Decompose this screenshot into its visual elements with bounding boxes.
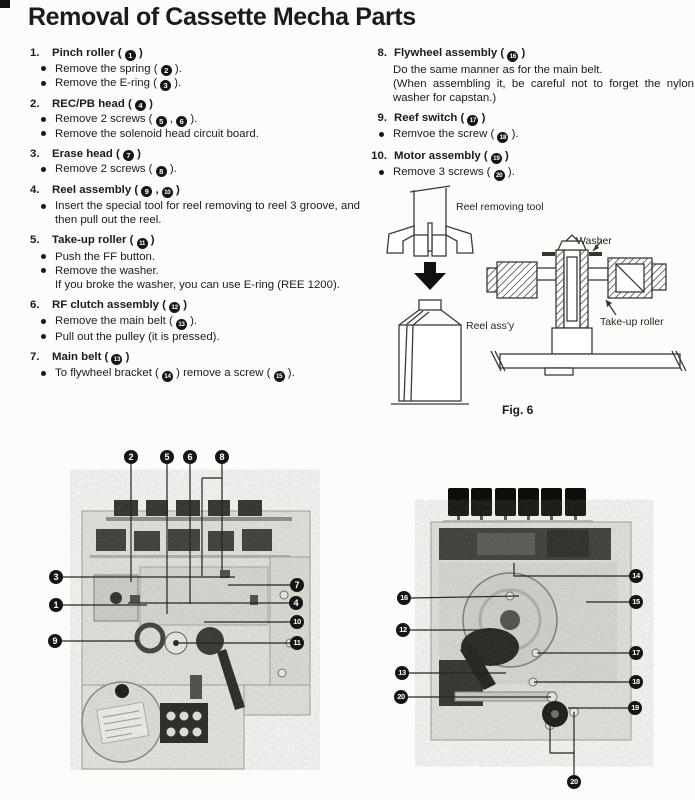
instruction-line: Push the FF button. xyxy=(30,250,360,264)
circled-ref-19: 19 xyxy=(491,153,502,164)
circled-ref-4: 4 xyxy=(135,100,146,111)
circled-ref-12: 12 xyxy=(169,302,180,313)
instruction-line: (When assembling it, be careful not to forget the nylon washer for capstan.) xyxy=(393,77,694,104)
bullet-icon xyxy=(41,268,46,273)
instruction-line: Remove the E-ring ( 3 ). xyxy=(30,76,360,91)
item-number: 9. xyxy=(377,111,387,124)
circled-ref-13: 13 xyxy=(176,319,187,330)
item-heading xyxy=(368,111,694,127)
bullet-icon xyxy=(41,334,46,339)
bullet-icon xyxy=(41,66,46,71)
circled-ref-7: 7 xyxy=(123,150,134,161)
fig6-label-take-up-roller: Take-up roller xyxy=(600,316,664,328)
fig6-caption: Fig. 6 xyxy=(502,403,534,417)
instruction-item xyxy=(368,46,694,105)
circled-ref-2: 2 xyxy=(161,65,172,76)
diagram-callout-2: 2 xyxy=(124,450,138,464)
instruction-line: Pull out the pulley (it is pressed). xyxy=(30,330,360,344)
fig6-label-washer: Washer xyxy=(576,235,612,247)
bullet-icon xyxy=(41,131,46,136)
page-title: Removal of Cassette Mecha Parts xyxy=(28,3,416,31)
instruction-line: Remove the washer. xyxy=(30,264,360,278)
instruction-line: Remove 2 screws ( 8 ). xyxy=(30,162,360,177)
item-number: 3. xyxy=(30,147,40,160)
diagram-callout-7: 7 xyxy=(290,578,304,592)
circled-ref-5: 5 xyxy=(156,116,167,127)
item-heading xyxy=(368,46,694,62)
item-title: Main belt ( 13 ) xyxy=(52,350,130,363)
fig6-label-reel-assy: Reel ass'y xyxy=(466,320,515,332)
instruction-item xyxy=(30,147,360,177)
circled-ref-13: 13 xyxy=(111,354,122,365)
bullet-icon xyxy=(41,319,46,324)
instruction-line: To flywheel bracket ( 14 ) remove a screw ( 15 ). xyxy=(30,366,360,382)
diagram-callout-20: 20 xyxy=(394,690,408,704)
diagram-callout-14: 14 xyxy=(629,569,643,583)
diagram-callout-20: 20 xyxy=(567,775,581,789)
item-number: 10. xyxy=(371,149,387,162)
diagram-callout-19: 19 xyxy=(628,701,642,715)
instruction-item xyxy=(30,97,360,141)
item-heading xyxy=(30,97,360,112)
diagram-callout-11: 11 xyxy=(290,636,304,650)
item-title: Reel assembly ( 9 , 10 ) xyxy=(52,183,180,196)
diagram-callout-13: 13 xyxy=(395,666,409,680)
instruction-line: Remove the spring ( 2 ). xyxy=(30,62,360,77)
circled-ref-10: 10 xyxy=(162,187,173,198)
item-heading xyxy=(30,233,360,249)
circled-ref-8: 8 xyxy=(156,166,167,177)
item-title: REC/PB head ( 4 ) xyxy=(52,97,153,110)
bullet-icon xyxy=(41,167,46,172)
item-number: 4. xyxy=(30,183,40,196)
instruction-line: Remove the main belt ( 13 ). xyxy=(30,314,360,330)
item-number: 1. xyxy=(30,47,40,59)
circled-ref-11: 11 xyxy=(137,238,148,249)
instruction-line: Remove the solenoid head circuit board. xyxy=(30,127,360,141)
bullet-icon xyxy=(41,204,46,209)
instruction-column-right xyxy=(368,46,694,187)
circled-ref-20: 20 xyxy=(494,170,505,181)
item-title: RF clutch assembly ( 12 ) xyxy=(52,298,188,311)
down-arrow-icon xyxy=(414,262,446,290)
diagram-callout-18: 18 xyxy=(629,675,643,689)
diagram-callout-12: 12 xyxy=(396,623,410,637)
instruction-line: Remvoe the screw ( 18 ). xyxy=(368,127,694,143)
instruction-line: Remove 3 screws ( 20 ). xyxy=(368,165,694,181)
instruction-item xyxy=(30,233,360,292)
diagram-callout-5: 5 xyxy=(160,450,174,464)
item-number: 6. xyxy=(30,298,40,311)
diagram-callout-16: 16 xyxy=(397,591,411,605)
bullet-icon xyxy=(41,117,46,122)
item-number: 2. xyxy=(30,97,40,110)
instruction-item xyxy=(30,46,360,91)
bullet-icon xyxy=(41,371,46,376)
cassette-keys xyxy=(448,488,586,516)
diagram-callout-3: 3 xyxy=(49,570,63,584)
item-heading xyxy=(30,46,360,61)
item-number: 8. xyxy=(377,47,387,59)
item-heading xyxy=(368,149,694,165)
scan-corner-mark xyxy=(0,0,10,8)
instruction-line: Do the same manner as for the main belt. xyxy=(393,63,603,76)
instruction-column-left xyxy=(30,46,360,388)
item-heading xyxy=(30,298,360,314)
instruction-item xyxy=(30,183,360,228)
item-title: Erase head ( 7 ) xyxy=(52,147,141,160)
diagram-callout-9: 9 xyxy=(48,634,62,648)
bullet-icon xyxy=(379,132,384,137)
fig6-label-reel-removing-tool: Reel removing tool xyxy=(456,201,544,213)
diagram-callout-6: 6 xyxy=(183,450,197,464)
instruction-item xyxy=(368,149,694,181)
instruction-line: Remove 2 screws ( 5 , 6 ). xyxy=(30,112,360,127)
instruction-item xyxy=(30,298,360,344)
circled-ref-3: 3 xyxy=(160,80,171,91)
item-title: Flywheel assembly ( 16 ) xyxy=(394,47,526,60)
item-title: Pinch roller ( 1 ) xyxy=(52,47,143,60)
mechanism-photo-back xyxy=(415,478,655,778)
diagram-callout-4: 4 xyxy=(289,596,303,610)
fig6-line-art xyxy=(383,183,695,428)
item-heading xyxy=(30,350,360,366)
circled-ref-17: 17 xyxy=(467,115,478,126)
circled-ref-9: 9 xyxy=(141,186,152,197)
item-title: Motor assembly ( 19 ) xyxy=(394,149,509,162)
item-heading xyxy=(30,147,360,162)
bullet-icon xyxy=(41,254,46,259)
circled-ref-6: 6 xyxy=(176,116,187,127)
diagram-callout-8: 8 xyxy=(215,450,229,464)
instruction-line: Insert the special tool for reel removing to reel 3 groove, and then pull out the reel. xyxy=(30,199,360,227)
item-number: 7. xyxy=(30,350,40,363)
circled-ref-14: 14 xyxy=(162,371,173,382)
item-title: Take-up roller ( 11 ) xyxy=(52,234,155,247)
instruction-item xyxy=(30,350,360,382)
item-heading xyxy=(30,183,360,199)
circled-ref-1: 1 xyxy=(125,50,136,61)
diagram-callout-17: 17 xyxy=(629,646,643,660)
item-number: 5. xyxy=(30,234,40,246)
diagram-callout-15: 15 xyxy=(629,595,643,609)
circled-ref-18: 18 xyxy=(497,132,508,143)
bullet-icon xyxy=(41,81,46,86)
circled-ref-16: 16 xyxy=(507,51,518,62)
circled-ref-15: 15 xyxy=(274,371,285,382)
diagram-callout-10: 10 xyxy=(290,615,304,629)
mechanism-photo-front xyxy=(70,445,320,770)
bullet-icon xyxy=(379,170,384,175)
item-title: Reef switch ( 17 ) xyxy=(394,111,486,124)
instruction-line: If you broke the washer, you can use E-ring (REE 1200). xyxy=(55,278,340,291)
instruction-item xyxy=(368,111,694,143)
diagram-callout-1: 1 xyxy=(49,598,63,612)
